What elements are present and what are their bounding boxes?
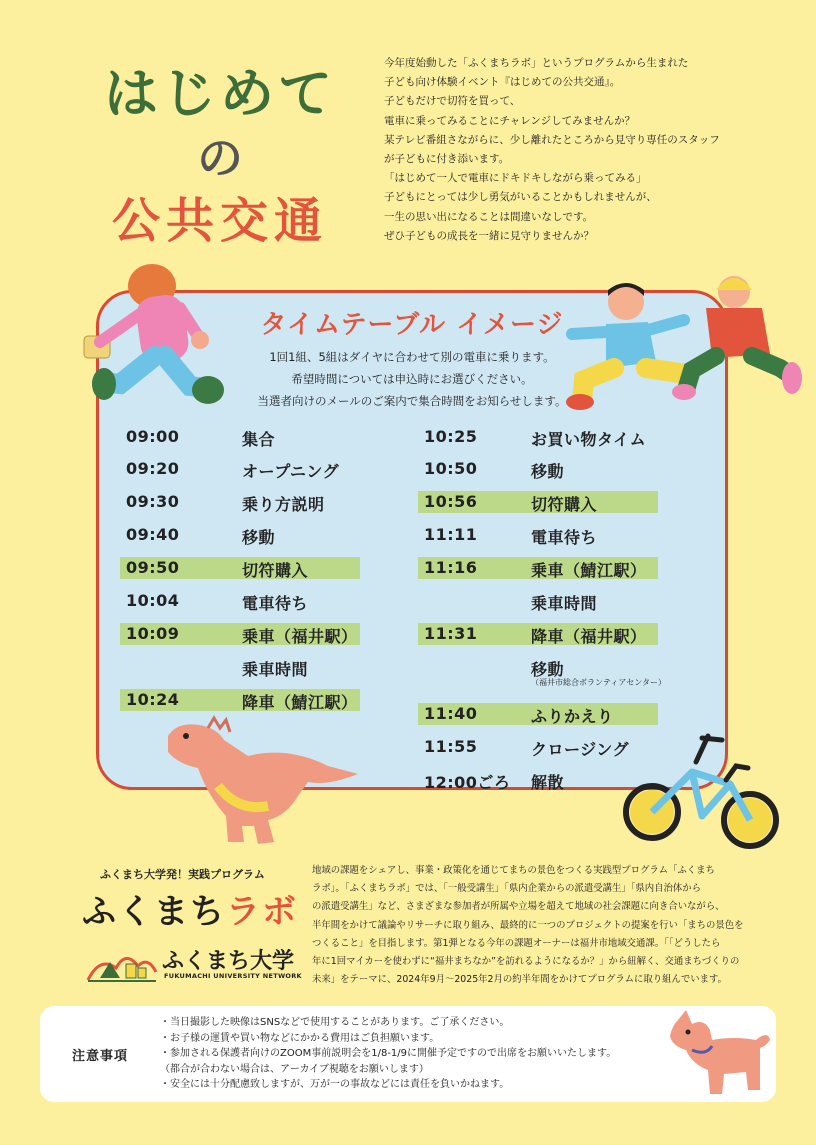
- schedule-label: 解散: [531, 773, 565, 792]
- schedule-label: 乗車（福井駅）: [242, 627, 358, 646]
- about-line: 半年間をかけて議論やリサーチに取り組み、最終的に一つのプロジェクトの提案を行い「まちの景色を: [312, 919, 744, 931]
- schedule-row: [120, 557, 360, 579]
- about-line: つくること」を目指します。第1弾となる今年の課題オーナーは福井市地域交通課。「「どうしたら: [312, 937, 721, 949]
- about-line: 年に1回マイカーを使わずに“福井まちなか”を訪れるようになるか？」から紐解く、交通まちづくりの: [312, 956, 740, 968]
- timetable-title: タイムテーブル イメージ: [260, 310, 564, 340]
- schedule-label: 乗車時間: [242, 660, 309, 679]
- about-line: ラボ」。「ふくまちラボ」では、「一般受講生」「県内企業からの派遣受講生」「県内自治体から: [312, 883, 702, 895]
- schedule-row: [120, 426, 360, 448]
- intro-line: 子どもにとっては少し勇気がいることかもしれませんが、: [384, 191, 657, 204]
- intro-line: 今年度始動した「ふくまちラボ」というプログラムから生まれた: [384, 57, 689, 69]
- about-line: 未来」をテーマに、2024年9月〜2025年2月の約半年間をかけてプログラムに取り組んでいます。: [312, 974, 728, 986]
- intro-line: が子どもに付き添います。: [384, 153, 510, 166]
- title-line-1: はじめて: [104, 62, 336, 125]
- brand-name-part2: ラボ: [226, 892, 298, 932]
- schedule-label: お買い物タイム: [531, 430, 647, 449]
- timetable-note: 1回1組、5組はダイヤに合わせて別の電車に乗ります。: [269, 350, 555, 364]
- schedule-label: 乗り方説明: [242, 495, 325, 514]
- schedule-row: [120, 689, 360, 711]
- schedule-row: [120, 458, 360, 480]
- university-name-en: FUKUMACHI UNIVERSITY NETWORK: [164, 972, 302, 980]
- schedule-label: 集合: [242, 430, 276, 449]
- schedule-label: 降車（福井駅）: [531, 627, 647, 646]
- schedule-row: [120, 524, 360, 546]
- schedule-time: 09:30: [126, 492, 180, 511]
- bicycle-illustration: [622, 732, 782, 862]
- intro-line: 「はじめて一人で電車にドキドキしながら乗ってみる」: [384, 172, 647, 185]
- schedule-label: オープニング: [242, 462, 340, 481]
- schedule-row: [418, 557, 658, 579]
- university-name: ふくまち大学: [162, 949, 295, 974]
- brand-tagline: ふくまち大学発！実践プログラム: [100, 868, 265, 881]
- notice-item: （都合が合わない場合は、アーカイブ視聴をお願いします）: [160, 1063, 429, 1075]
- schedule-label: 移動: [531, 660, 565, 679]
- brand-logo-text: [82, 884, 298, 933]
- notice-item: ・当日撮影した映像はSNSなどで使用することがあります。ご了承ください。: [160, 1017, 510, 1028]
- intro-line: 子どもだけで切符を買って、: [384, 95, 521, 108]
- schedule-time: 10:50: [424, 459, 478, 478]
- dog-illustration: [664, 1010, 774, 1106]
- about-line: の派遣受講生」など、さまざまな参加者が所属や立場を超えて地域の社会課題に向き合いながら、: [312, 901, 725, 913]
- schedule-time: 10:09: [126, 624, 180, 643]
- timetable-note: 希望時間については申込時にお選びください。: [291, 372, 533, 386]
- schedule-row: [418, 426, 658, 448]
- schedule-label: 電車待ち: [242, 594, 309, 613]
- schedule-time: 09:00: [126, 427, 180, 446]
- schedule-time: 11:40: [424, 704, 478, 723]
- notice-item: ・参加される保護者向けのZOOM事前説明会を1/8-1/9に開催予定ですので出席をお願いいたします。: [160, 1048, 617, 1060]
- schedule-label: 乗車時間: [531, 594, 598, 613]
- title-line-3: 公共交通: [111, 193, 328, 249]
- intro-text: [384, 54, 804, 246]
- intro-line: 電車に乗ってみることにチャレンジしてみませんか？: [384, 114, 636, 127]
- schedule-label: ふりかえり: [531, 707, 614, 726]
- schedule-row: [418, 623, 658, 645]
- schedule-time: 11:16: [424, 558, 478, 577]
- schedule-label: クロージング: [531, 740, 629, 759]
- dinosaur-illustration: [158, 716, 368, 856]
- schedule-time: 10:04: [126, 591, 180, 610]
- timetable-note: 当選者向けのメールのご案内で集合時間をお知らせします。: [257, 394, 567, 408]
- schedule-label: 切符購入: [242, 561, 309, 580]
- schedule-time: 09:40: [126, 525, 180, 544]
- intro-line: ぜひ子どもの成長を一緒に見守りませんか？: [384, 229, 594, 242]
- schedule-time: 10:25: [424, 427, 478, 446]
- schedule-time: 11:11: [424, 525, 478, 544]
- notice-list: [160, 1015, 616, 1093]
- notice-item: ・お子様の運賃や買い物などにかかる費用はご負担願います。: [160, 1032, 440, 1044]
- schedule-row: [418, 491, 658, 513]
- schedule-time: 11:31: [424, 624, 478, 643]
- page-title: [80, 62, 360, 252]
- schedule-label: 切符購入: [531, 495, 598, 514]
- notice-item: ・安全には十分配慮致しますが、万が一の事故などには責任を負いかねます。: [160, 1079, 510, 1091]
- intro-line: 某テレビ番組さながらに、少し離れたところから見守り専任のスタッフ: [384, 133, 720, 146]
- schedule-row: [418, 656, 658, 678]
- schedule-row: [418, 458, 658, 480]
- schedule-time: 09:50: [126, 558, 180, 577]
- intro-line: 子ども向け体験イベント『はじめての公共交通』。: [384, 76, 621, 89]
- schedule-row: [418, 590, 658, 612]
- schedule-time: 10:24: [126, 690, 180, 709]
- schedule-label: 降車（鯖江駅）: [242, 693, 358, 712]
- move-destination-note: （福井市総合ボランティアセンター）: [531, 678, 666, 687]
- schedule-label: 電車待ち: [531, 528, 598, 547]
- intro-line: 一生の思い出になることは間違いなしです。: [384, 210, 594, 223]
- schedule-time: 09:20: [126, 459, 180, 478]
- brand-name-part1: ふくまち: [82, 892, 226, 932]
- notice-label: 注意事項: [72, 1049, 129, 1064]
- schedule-label: 乗車（鯖江駅）: [531, 561, 647, 580]
- schedule-label: 移動: [531, 462, 565, 481]
- schedule-label: 移動: [242, 528, 276, 547]
- schedule-row: [120, 590, 360, 612]
- schedule-row: [120, 623, 360, 645]
- schedule-time: 10:56: [424, 492, 478, 511]
- schedule-row: [120, 656, 360, 678]
- about-line: 地域の課題をシェアし、事業・政策化を通じてまちの景色をつくる実践型プログラム「ふくまち: [312, 865, 715, 876]
- timetable-notes: [96, 346, 728, 412]
- schedule-row: [418, 524, 658, 546]
- about-text: [312, 862, 792, 989]
- schedule-row: [418, 703, 658, 725]
- schedule-time: 11:55: [424, 737, 478, 756]
- schedule-time: 12:00ごろ: [424, 773, 511, 792]
- university-logo-icon: [86, 940, 158, 984]
- title-line-2: の: [197, 131, 243, 185]
- schedule-row: [120, 491, 360, 513]
